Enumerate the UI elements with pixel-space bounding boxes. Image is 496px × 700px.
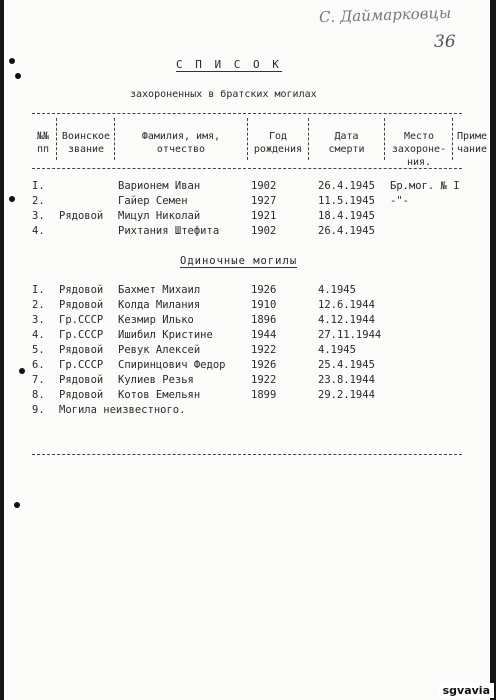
row-rank: Гр.СССР	[59, 314, 104, 326]
row-name: Ишибил Кристине	[118, 329, 213, 341]
row-name: Мицул Николай	[118, 210, 201, 222]
row-name: Котов Емельян	[118, 389, 201, 401]
row-number: 4.	[32, 225, 45, 237]
row-birth-year: 1902	[251, 225, 277, 237]
row-death-date: 4.1945	[318, 284, 356, 296]
col-header-name: Фамилия, имя, отчество	[141, 131, 221, 155]
row-name: Бахмет Михаил	[118, 284, 201, 296]
row-death-date: 23.8.1944	[318, 374, 375, 386]
col-header-burial-place: Место захороне- ния.	[391, 131, 447, 168]
punch-hole	[14, 502, 20, 508]
row-number: 3.	[32, 210, 45, 222]
row-rank: Рядовой	[59, 299, 104, 311]
row-birth-year: 1896	[251, 314, 277, 326]
row-number: 4.	[32, 329, 45, 341]
row-birth-year: 1926	[251, 359, 277, 371]
column-separator	[308, 118, 309, 160]
row-rank: Гр.СССР	[59, 359, 104, 371]
column-separator	[384, 118, 385, 160]
column-separator	[247, 118, 248, 160]
table-row	[4, 329, 490, 343]
col-header-death-date: Дата смерти	[328, 131, 365, 155]
handwritten-page-number: 36	[434, 32, 456, 52]
row-number: 2.	[32, 195, 45, 207]
table-row	[4, 195, 490, 209]
row-number: 9.	[32, 404, 45, 416]
document-title: С П И С О К	[176, 58, 282, 71]
row-birth-year: 1902	[251, 180, 277, 192]
document-subtitle: захороненных в братских могилах	[130, 89, 317, 100]
row-death-date: 26.4.1945	[318, 225, 375, 237]
row-birth-year: 1922	[251, 374, 277, 386]
punch-hole	[9, 58, 15, 64]
col-header-rank: Воинское звание	[61, 131, 111, 155]
row-name: Колда Милания	[118, 299, 201, 311]
table-row	[4, 359, 490, 373]
row-death-date: 18.4.1945	[318, 210, 375, 222]
handwritten-place-name: С. Даймарковцы	[318, 3, 452, 27]
row-death-date: 4.1945	[318, 344, 356, 356]
row-rank: Гр.СССР	[59, 329, 104, 341]
table-row	[4, 344, 490, 358]
table-bottom-rule	[32, 454, 462, 455]
table-top-rule	[32, 113, 462, 114]
table-row	[4, 314, 490, 328]
row-rank: Рядовой	[59, 344, 104, 356]
row-rank: Рядовой	[59, 374, 104, 386]
row-death-date: 26.4.1945	[318, 180, 375, 192]
row-name: Рихтания Штефита	[118, 225, 220, 237]
row-name: Спиринцович Федор	[118, 359, 226, 371]
row-number: 8.	[32, 389, 45, 401]
row-name: Ревук Алексей	[118, 344, 201, 356]
col-header-birth-year: Год рождения	[253, 131, 303, 155]
column-separator	[452, 118, 453, 160]
row-number: 3.	[32, 314, 45, 326]
row-birth-year: 1927	[251, 195, 277, 207]
col-header-number: №№ пп	[36, 131, 50, 155]
row-birth-year: 1910	[251, 299, 277, 311]
table-row	[4, 374, 490, 388]
row-death-date: 12.6.1944	[318, 299, 375, 311]
row-death-date: 4.12.1944	[318, 314, 375, 326]
watermark: sgvavia	[439, 683, 494, 698]
document-page	[4, 0, 490, 700]
row-birth-year: 1922	[251, 344, 277, 356]
punch-hole	[15, 73, 21, 79]
row-text: Могила неизвестного.	[59, 404, 186, 416]
row-number: 2.	[32, 299, 45, 311]
row-rank: Рядовой	[59, 284, 104, 296]
row-number: 7.	[32, 374, 45, 386]
row-rank: Рядовой	[59, 210, 104, 222]
row-birth-year: 1921	[251, 210, 277, 222]
col-header-notes: Приме чание	[456, 131, 488, 155]
single-graves-heading: Одиночные могилы	[180, 255, 298, 267]
row-birth-year: 1926	[251, 284, 277, 296]
row-death-date: 25.4.1945	[318, 359, 375, 371]
row-death-date: 29.2.1944	[318, 389, 375, 401]
row-name: Варионем Иван	[118, 180, 201, 192]
row-name: Гайер Семен	[118, 195, 188, 207]
row-name: Кулиев Резья	[118, 374, 194, 386]
table-row	[4, 210, 490, 224]
table-row	[4, 389, 490, 403]
table-row	[4, 299, 490, 313]
row-number: I.	[32, 284, 45, 296]
row-rank: Рядовой	[59, 389, 104, 401]
row-number: 6.	[32, 359, 45, 371]
row-birth-year: 1899	[251, 389, 277, 401]
table-row	[4, 225, 490, 239]
row-number: 5.	[32, 344, 45, 356]
row-birth-year: 1944	[251, 329, 277, 341]
row-name: Кезмир Илько	[118, 314, 194, 326]
table-row	[4, 180, 490, 194]
row-burial-place: Бр.мог. № I	[390, 180, 460, 192]
column-separator	[114, 118, 115, 160]
column-separator	[56, 118, 57, 160]
table-row	[4, 404, 490, 418]
row-death-date: 27.11.1944	[318, 329, 382, 341]
row-burial-place: -"-	[390, 195, 409, 207]
row-death-date: 11.5.1945	[318, 195, 375, 207]
table-row	[4, 284, 490, 298]
row-number: I.	[32, 180, 45, 192]
